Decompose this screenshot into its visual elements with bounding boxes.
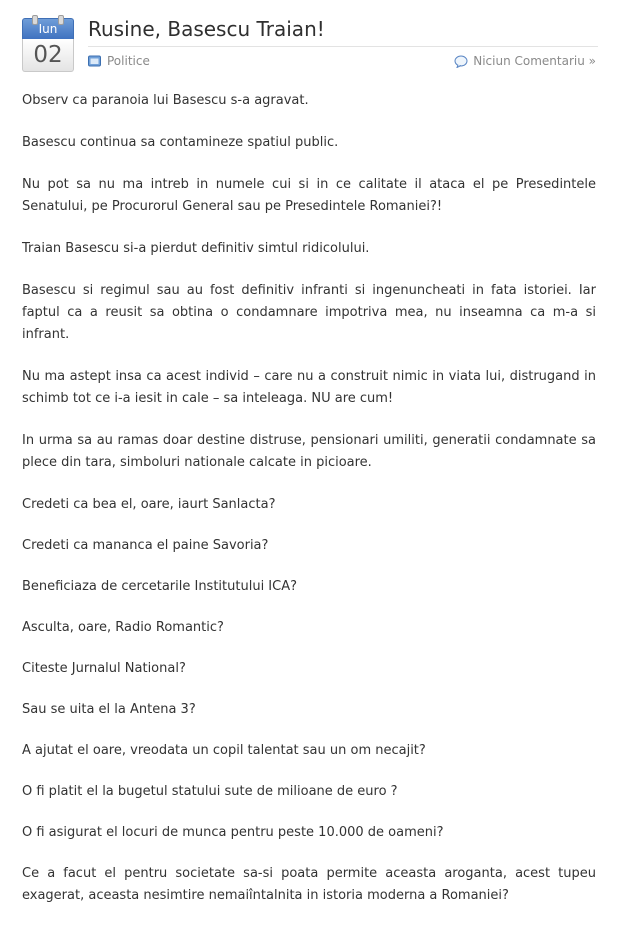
paragraph: In urma sa au ramas doar destine distruse, pensionari umiliti, generatii condamnate sa plece din tara, simboluri nationale calcate in picioare.	[22, 433, 596, 470]
paragraph: A ajutat el oare, vreodata un copil talentat sau un om necajit?	[22, 743, 426, 758]
paragraph: O fi asigurat el locuri de munca pentru peste 10.000 de oameni?	[22, 825, 444, 840]
paragraph: Credeti ca mananca el paine Savoria?	[22, 538, 269, 553]
paragraph: O fi platit el la bugetul statului sute de milioane de euro ?	[22, 784, 398, 799]
post-title[interactable]: Rusine, Basescu Traian!	[88, 17, 325, 41]
calendar-ring-right	[58, 15, 64, 25]
post-category[interactable]	[88, 54, 150, 68]
title-divider	[88, 46, 598, 47]
paragraph: Nu ma astept insa ca acest individ – care nu a construit nimic in viata lui, distrugand in schimb tot ce i-a iesit in cale – sa inteleaga. NU are cum!	[22, 369, 596, 406]
paragraph: Sau se uita el la Antena 3?	[22, 702, 196, 717]
post-content	[22, 90, 596, 927]
paragraph: Nu pot sa nu ma intreb in numele cui si in ce calitate il ataca el pe Presedintele Senatului, pe Procurorul General sau pe Presedintele Romaniei?!	[22, 177, 596, 214]
paragraph: Asculta, oare, Radio Romantic?	[22, 620, 224, 635]
paragraph: Credeti ca bea el, oare, iaurt Sanlacta?	[22, 497, 276, 512]
paragraph: Basescu si regimul sau au fost definitiv infranti si ingenuncheati in fata istoriei. Iar faptul ca a reusit sa obtina o condamnare impotriva mea, nu inseamna ca m-a si infrant.	[22, 283, 596, 342]
paragraph: Ce a facut el pentru societate sa-si poata permite aceasta aroganta, acest tupeu exagerat, aceasta nesimtire nemaiîntalnita in istoria moderna a Romaniei?	[22, 866, 596, 903]
calendar-ring-left	[32, 15, 38, 25]
paragraph: Traian Basescu si-a pierdut definitiv simtul ridicolului.	[22, 241, 370, 256]
date-day: 02	[22, 39, 74, 72]
paragraph: Beneficiaza de cercetarile Institutului ICA?	[22, 579, 298, 594]
paragraph: Citeste Jurnalul National?	[22, 661, 186, 676]
post-comments[interactable]	[454, 54, 596, 68]
comment-bubble-icon	[454, 55, 468, 68]
category-label[interactable]: Politice	[107, 54, 150, 68]
folder-icon	[88, 55, 101, 67]
date-badge	[22, 18, 74, 73]
paragraph: Observ ca paranoia lui Basescu s-a agravat.	[22, 93, 309, 108]
paragraph: Basescu continua sa contamineze spatiul public.	[22, 135, 339, 150]
comments-link[interactable]: Niciun Comentariu »	[473, 54, 596, 68]
date-month: Iun	[22, 18, 74, 39]
